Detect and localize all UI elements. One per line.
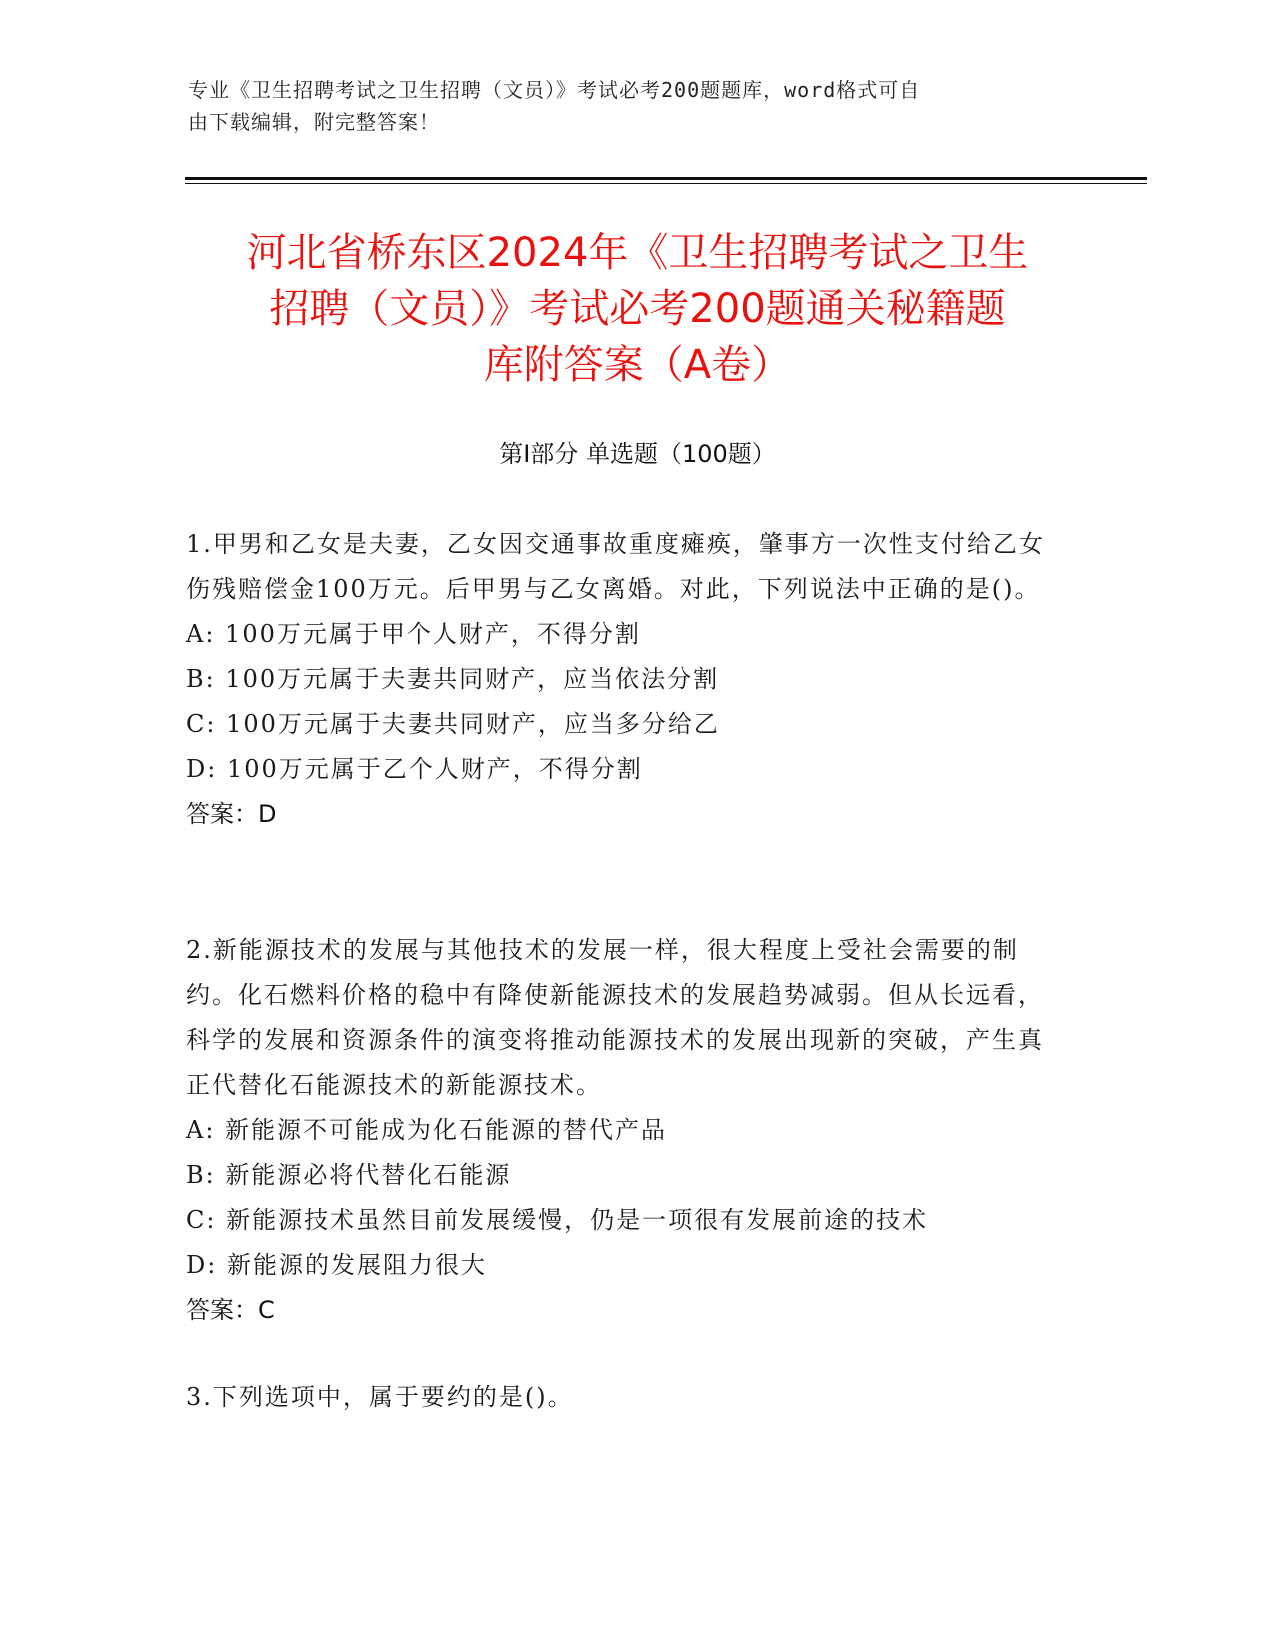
title-line-3: 库附答案（A卷） — [483, 342, 792, 388]
question-stem: 3.下列选项中，属于要约的是()。 — [186, 1383, 574, 1411]
option-a: A: 新能源不可能成为化石能源的替代产品 — [186, 1116, 668, 1144]
header-divider-thick — [185, 177, 1147, 180]
question-2 — [186, 928, 1066, 1333]
option-a: A: 100万元属于甲个人财产，不得分割 — [186, 620, 641, 648]
section-title: 第Ⅰ部分 单选题（100题） — [499, 440, 776, 468]
intro-line-1: 专业《卫生招聘考试之卫生招聘（文员）》考试必考200题题库，word格式可自 — [188, 78, 921, 102]
option-d: D: 新能源的发展阻力很大 — [186, 1251, 487, 1279]
question-stem: 1.甲男和乙女是夫妻，乙女因交通事故重度瘫痪，肇事方一次性支付给乙女伤残赔偿金100万元。后甲男与乙女离婚。对此，下列说法中正确的是()。 — [186, 530, 1045, 603]
header-divider-thin — [185, 183, 1147, 184]
title-line-1: 河北省桥东区2024年《卫生招聘考试之卫生 — [246, 230, 1029, 276]
option-b: B: 100万元属于夫妻共同财产，应当依法分割 — [186, 665, 720, 693]
title-line-2: 招聘（文员）》考试必考200题通关秘籍题 — [269, 286, 1006, 332]
option-d: D: 100万元属于乙个人财产，不得分割 — [186, 755, 643, 783]
option-c: C: 100万元属于夫妻共同财产，应当多分给乙 — [186, 710, 720, 738]
answer: 答案：C — [186, 1296, 275, 1324]
option-b: B: 新能源必将代替化石能源 — [186, 1161, 512, 1189]
intro-line-2: 由下载编辑，附完整答案！ — [188, 110, 440, 134]
question-stem: 2.新能源技术的发展与其他技术的发展一样，很大程度上受社会需要的制约。化石燃料价格的稳中有降使新能源技术的发展趋势减弱。但从长远看，科学的发展和资源条件的演变将推动能源技术的发展出现新的突破，产生真正代替化石能源技术的新能源技术。 — [186, 936, 1044, 1099]
intro-note — [188, 74, 1068, 138]
answer: 答案：D — [186, 800, 277, 828]
question-1 — [186, 522, 1066, 837]
option-c: C: 新能源技术虽然目前发展缓慢，仍是一项很有发展前途的技术 — [186, 1206, 929, 1234]
question-3 — [186, 1375, 1066, 1420]
document-title — [170, 225, 1105, 393]
